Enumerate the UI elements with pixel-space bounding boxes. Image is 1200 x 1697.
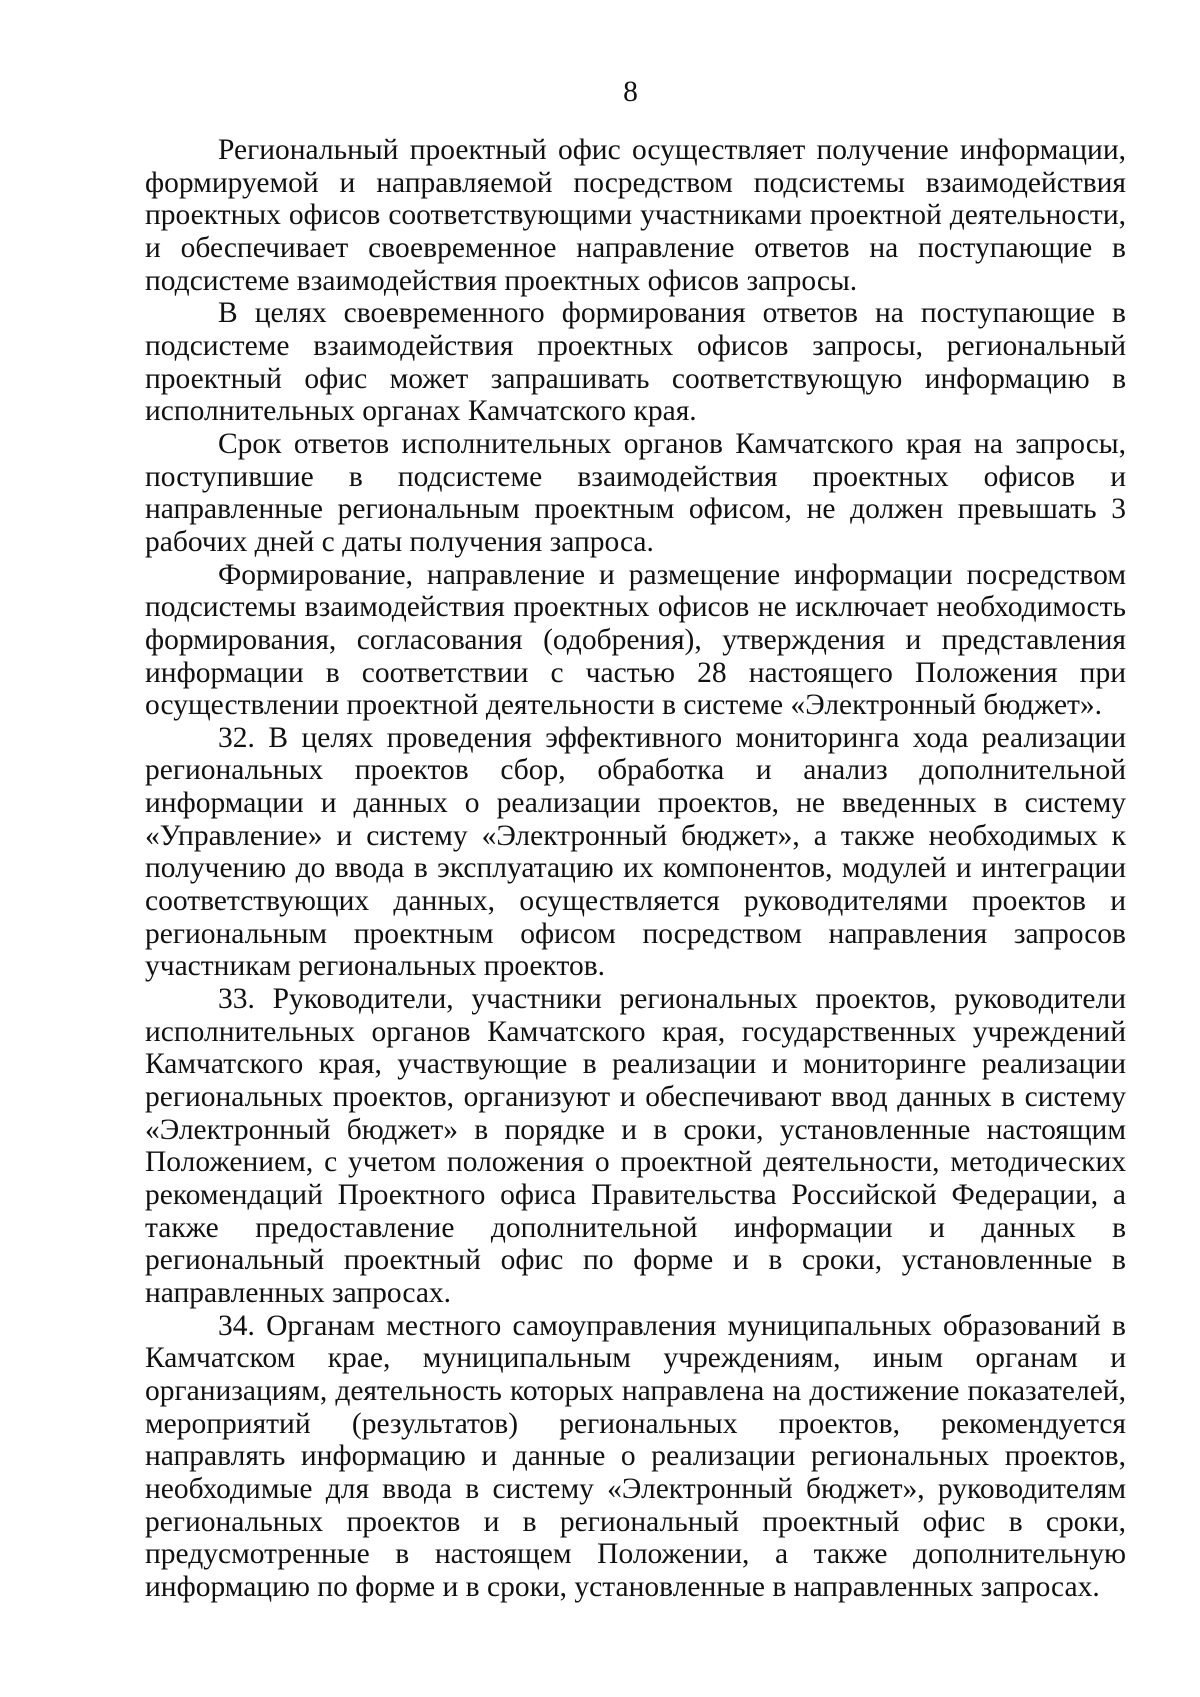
paragraph-item-34: 34. Органам местного самоуправления муниципальных образований в Камчатском крае, муниципальным учреждениям, иным органам и организациям, деятельность которых направлена на достижение показателей, мероприятий (результатов) региональных проектов, рекомендуется направлять информацию и данные о реализации региональных проектов, необходимые для ввода в систему «Электронный бюджет», руководителям региональных проектов и в региональный проектный офис в сроки, предусмотренные в настоящем Положении, а также дополнительную информацию по форме и в сроки, установленные в направленных запросах. [145,1309,1126,1603]
paragraph-information-placement: Формирование, направление и размещение информации посредством подсистемы взаимодействия проектных офисов не исключает необходимость формирования, согласования (одобрения), утверждения и представления информации в соответствии с частью 28 настоящего Положения при осуществлении проектной деятельности в системе «Электронный бюджет». [145,558,1126,722]
paragraph-item-33: 33. Руководители, участники региональных проектов, руководители исполнительных органов Камчатского края, государственных учреждений Камчатского края, участвующие в реализации и мониторинге реализации региональных проектов, организуют и обеспечивают ввод данных в систему «Электронный бюджет» в порядке и в сроки, установленные настоящим Положением, с учетом положения о проектной деятельности, методических рекомендаций Проектного офиса Правительства Российской Федерации, а также предоставление дополнительной информации и данных в региональный проектный офис по форме и в сроки, установленные в направленных запросах. [145,983,1126,1309]
document-body [145,134,1126,1604]
paragraph-timely-responses: В целях своевременного формирования ответов на поступающие в подсистеме взаимодействия проектных офисов запросы, региональный проектный офис может запрашивать соответствующую информацию в исполнительных органах Камчатского края. [145,297,1126,428]
paragraph-project-office-info: Региональный проектный офис осуществляет получение информации, формируемой и направляемой посредством подсистемы взаимодействия проектных офисов соответствующими участниками проектной деятельности, и обеспечивает своевременное направление ответов на поступающие в подсистеме взаимодействия проектных офисов запросы. [145,134,1126,297]
paragraph-item-32: 32. В целях проведения эффективного мониторинга хода реализации региональных проектов сбор, обработка и анализ дополнительной информации и данных о реализации проектов, не введенных в систему «Управление» и систему «Электронный бюджет», а также необходимых к получению до ввода в эксплуатацию их компонентов, модулей и интеграции соответствующих данных, осуществляется руководителями проектов и региональным проектным офисом посредством направления запросов участникам региональных проектов. [145,721,1126,983]
paragraph-response-deadline: Срок ответов исполнительных органов Камчатского края на запросы, поступившие в подсистеме взаимодействия проектных офисов и направленные региональным проектным офисом, не должен превышать 3 рабочих дней с даты получения запроса. [145,427,1126,558]
page-number: 8 [623,76,638,108]
